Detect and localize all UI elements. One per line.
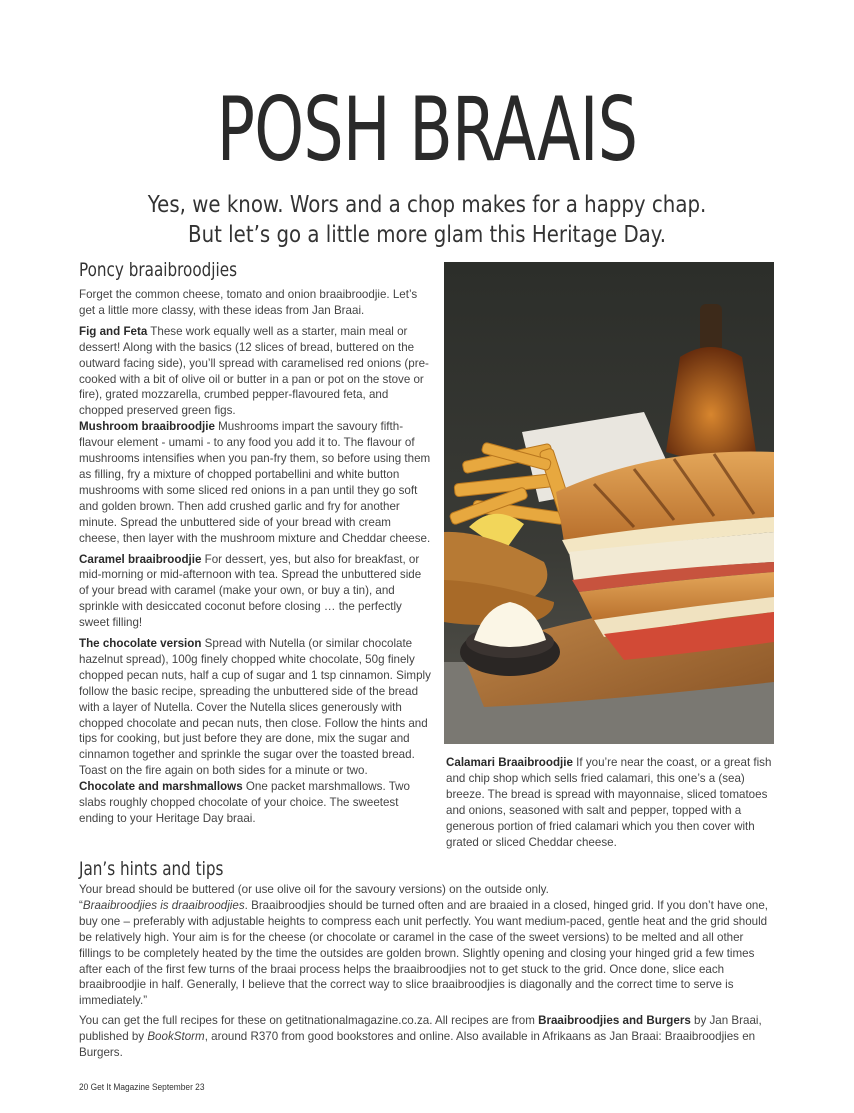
tips-intro: Your bread should be buttered (or use olive oil for the savoury versions) on the outside only. bbox=[79, 883, 549, 896]
subtitle-line-2: But let’s go a little more glam this Heritage Day. bbox=[188, 222, 666, 248]
recipe-calamari bbox=[446, 755, 778, 850]
page-title: POSH BRAAIS bbox=[216, 78, 638, 181]
credit-text: You can get the full recipes for these on getitnationalmagazine.co.za. All recipes are from bbox=[79, 1014, 539, 1028]
recipe-text: Spread with Nutella (or similar chocolate hazelnut spread), 100g finely chopped white chocolate, 50g finely chopped pecan nuts, half a cup of sugar and 1 tsp cinnamon. Simply follow the basic recipe, spreading the unbuttered side of the bread with a layer of Nutella. Cover the Nutella slices generously with chopped chocolate and pecan nuts, then close. Follow the hints and tips for cooking, but just before they are done, mix the sugar and cinnamon together and sprinkle the sugar over the toasted bread. Toast on the fire again on both sides for a minute or two. bbox=[79, 637, 431, 778]
recipe-fig-feta bbox=[79, 324, 432, 419]
tips-section bbox=[79, 882, 776, 1066]
quote-italic: Braaibroodjies is draaibroodjies bbox=[82, 898, 245, 912]
publisher-name: BookStorm bbox=[147, 1030, 205, 1044]
credit-paragraph bbox=[79, 1013, 776, 1061]
recipe-text: One packet marshmallows. Two slabs roughly chopped chocolate of your choice. The sweetest ending to your Heritage Day braai. bbox=[79, 780, 410, 825]
quote-mark: “ bbox=[79, 898, 83, 912]
recipe-name: Mushroom braaibroodjie bbox=[79, 420, 215, 434]
recipe-text: If you’re near the coast, or a great fish and chip shop which sells fried calamari, this one’s a (sea) breeze. The bread is spread with mayonnaise, sliced tomatoes and onions, seasoned with salt and pepper, topped with a generous portion of fried calamari which you then cover with grated or sliced Cheddar cheese. bbox=[446, 756, 772, 849]
recipe-name: Caramel braaibroodjie bbox=[79, 552, 202, 566]
tips-quote bbox=[79, 898, 776, 1009]
recipe-name: Chocolate and marshmallows bbox=[79, 780, 243, 794]
recipe-mushroom bbox=[79, 419, 432, 546]
left-column bbox=[79, 287, 432, 832]
section-heading-poncy: Poncy braaibroodjies bbox=[79, 259, 238, 281]
recipe-chocolate bbox=[79, 636, 432, 779]
book-title: Braaibroodjies and Burgers bbox=[538, 1014, 691, 1028]
section-heading-tips: Jan’s hints and tips bbox=[79, 858, 224, 880]
recipe-name: Fig and Feta bbox=[79, 324, 148, 338]
credit-text: , around R370 from good bookstores and online. Also available in Afrikaans as Jan Braai: Braaibroodjies en Burgers. bbox=[79, 1030, 756, 1060]
subtitle-line-1: Yes, we know. Wors and a chop makes for a happy chap. bbox=[147, 192, 707, 218]
recipe-text: These work equally well as a starter, main meal or dessert! Along with the basics (12 slices of bread, buttered on the outward facing side), you’ll spread with caramelised red onions (pre-cooked with a bit of olive oil or butter in a pan or pot on the stove or fire), grated mozzarella, crumbed pepper-flavoured feta, and chopped preserved green figs. bbox=[79, 324, 429, 418]
recipe-caramel bbox=[79, 552, 432, 632]
article-subtitle bbox=[60, 190, 794, 250]
recipe-text: For dessert, yes, but also for breakfast, or mid-morning or mid-afternoon with tea. Spread the unbuttered side of your bread with caramel (make your own, or buy a tin), and sprinkle with desiccated coconut before closing … the perfectly sweet filling! bbox=[79, 552, 422, 630]
intro-paragraph: Forget the common cheese, tomato and onion braaibroodjie. Let’s get a little more classy, with these ideas from Jan Braai. bbox=[79, 288, 418, 317]
recipe-name: Calamari Braaibroodjie bbox=[446, 756, 573, 769]
right-column bbox=[446, 755, 778, 855]
credit-text: by Jan Braai, published by bbox=[79, 1014, 762, 1044]
recipe-text: Mushrooms impart the savoury fifth-flavour element - umami - to any food you add it to. The flavour of mushrooms intensifies when you pan-fry them, so before using them as filling, fry a mixture of chopped portabellini and white button mushrooms with some sliced red onions in a pan until they go soft and golden brown. Then add crushed garlic and fry for another minute. Spread the unbuttered side of your bread with cream cheese, then layer with the mushroom mixture and Cheddar cheese. bbox=[79, 420, 431, 545]
recipe-marshmallow bbox=[79, 779, 432, 827]
page-footer: 20 Get It Magazine September 23 bbox=[79, 1082, 205, 1093]
recipe-name: The chocolate version bbox=[79, 637, 202, 651]
braaibroodjie-photo bbox=[444, 262, 774, 744]
quote-text: . Braaibroodjies should be turned often and are braaied in a closed, hinged grid. If you don’t have one, buy one – preferably with adjustable heights to compress each unit perfectly. You want medium-paced, gentle heat and the grid should be relatively high. Your aim is for the cheese (or chocolate or caramel in the case of the sweet versions) to be melted and all other fillings to be completely heated by the time the outsides are golden brown. Slightly opening and closing your hinged grid a few times after each of the first few turns of the braai process helps the braaibroodjies not to get stuck to the grid. Once done, slice each braaibroodjie in half. Generally, I believe that the correct way to slice braaibroodjies is diagonally and the correct time to serve is immediately.” bbox=[79, 898, 769, 1008]
